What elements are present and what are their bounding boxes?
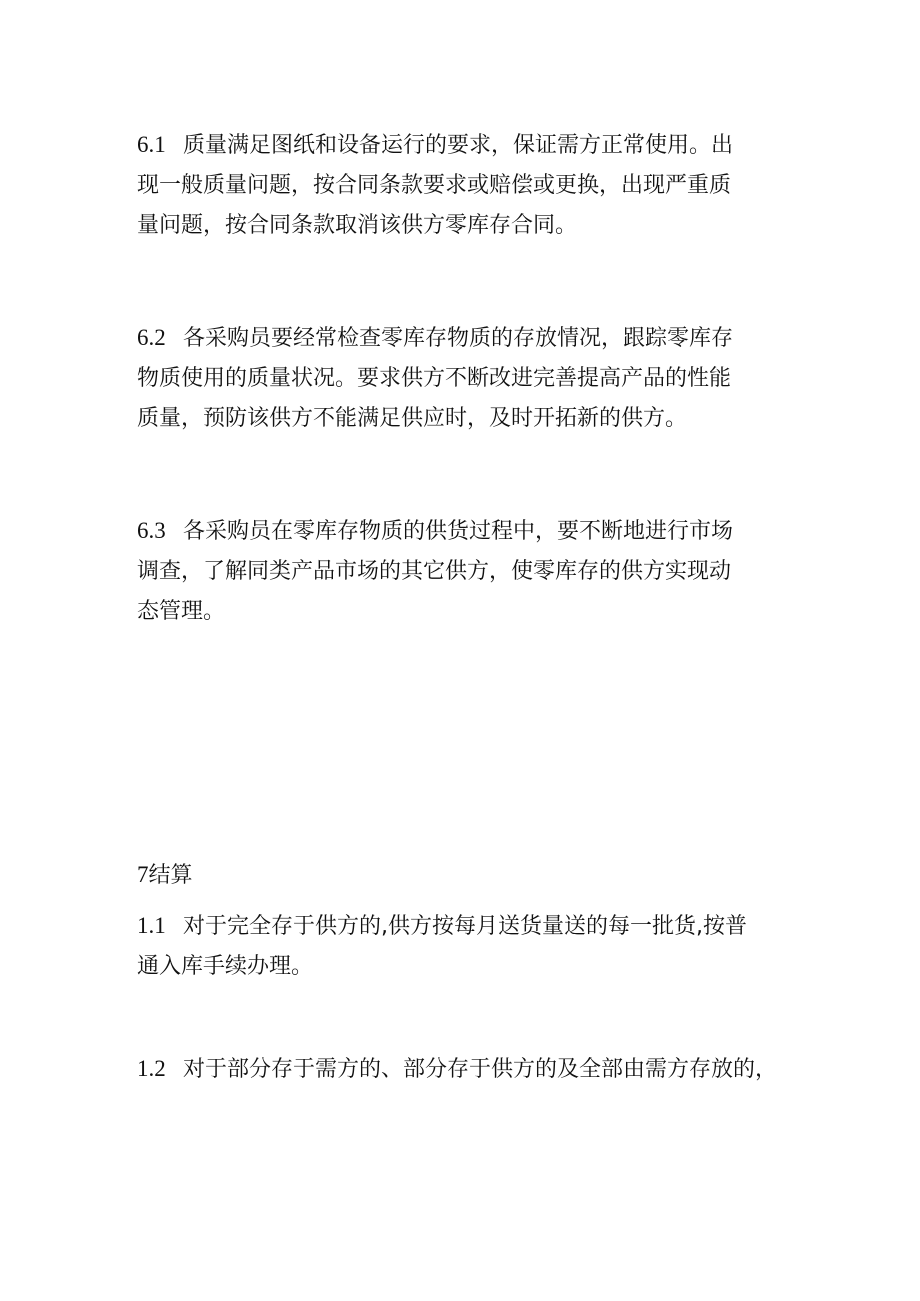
clause-line: 态管理。	[137, 599, 226, 624]
clause-1-1	[137, 906, 777, 987]
clause-number: 6.2	[137, 325, 166, 350]
clause-line: 质量，预防该供方不能满足供应时，及时开拓新的供方。	[137, 406, 688, 431]
heading-title: 结算	[148, 863, 193, 888]
clause-1-2	[137, 1049, 777, 1090]
clause-line: 6.3 各采购员在零库存物质的供货过程中，要不断地进行市场	[137, 511, 777, 552]
clause-line: 6.1 质量满足图纸和设备运行的要求，保证需方正常使用。出	[137, 125, 777, 166]
clause-line: 调查，了解同类产品市场的其它供方，使零库存的供方实现动	[137, 559, 732, 584]
clause-line: 6.2 各采购员要经常检查零库存物质的存放情况，跟踪零库存	[137, 318, 777, 359]
clause-6-2	[137, 318, 777, 439]
clause-number: 6.3	[137, 518, 166, 543]
clause-line: 通入库手续办理。	[137, 954, 314, 979]
clause-line: 物质使用的质量状况。要求供方不断改进完善提高产品的性能	[137, 366, 732, 391]
clause-line: 量问题，按合同条款取消该供方零库存合同。	[137, 213, 578, 238]
clause-number: 6.1	[137, 132, 166, 157]
clause-6-1	[137, 125, 777, 246]
clause-number: 1.2	[137, 1056, 166, 1081]
section-heading-7	[137, 855, 193, 896]
clause-line: 现一般质量问题，按合同条款要求或赔偿或更换，出现严重质	[137, 173, 732, 198]
heading-number: 7	[137, 862, 149, 887]
clause-6-3	[137, 511, 777, 632]
clause-line: 1.2 对于部分存于需方的、部分存于供方的及全部由需方存放的，	[137, 1049, 777, 1090]
clause-line: 1.1 对于完全存于供方的,供方按每月送货量送的每一批货,按普	[137, 906, 777, 947]
clause-number: 1.1	[137, 913, 166, 938]
